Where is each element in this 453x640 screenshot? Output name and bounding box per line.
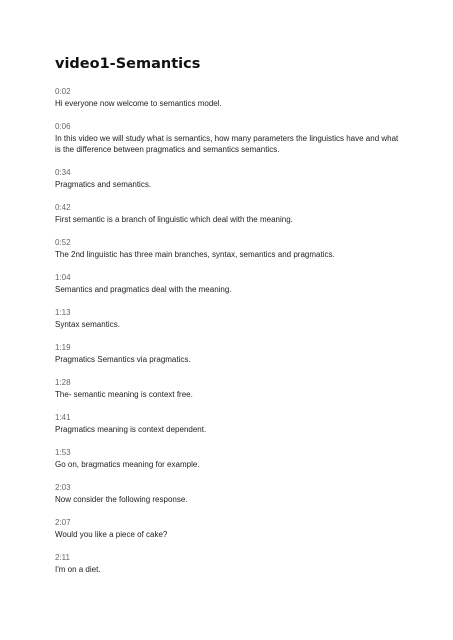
transcript-text: Would you like a piece of cake? bbox=[55, 529, 168, 539]
transcript-entry bbox=[55, 238, 400, 260]
transcript-text: Go on, bragmatics meaning for example. bbox=[55, 459, 200, 469]
transcript-entry bbox=[55, 518, 400, 540]
timestamp: 0:34 bbox=[55, 168, 71, 177]
transcript-text: Hi everyone now welcome to semantics model. bbox=[55, 98, 222, 108]
transcript-text: Now consider the following response. bbox=[55, 494, 188, 504]
timestamp: 1:04 bbox=[55, 273, 71, 282]
transcript-text: In this video we will study what is semantics, how many parameters the linguistics have and what is the difference between pragmatics and semantics semantics. bbox=[55, 133, 399, 154]
timestamp: 0:02 bbox=[55, 87, 71, 96]
timestamp: 1:41 bbox=[55, 413, 71, 422]
document-title: video1-Semantics bbox=[55, 56, 201, 72]
transcript-text: The- semantic meaning is context free. bbox=[55, 389, 193, 399]
transcript-entry bbox=[55, 553, 400, 575]
transcript-entry bbox=[55, 168, 400, 190]
transcript-entry bbox=[55, 413, 400, 435]
transcript-text: Semantics and pragmatics deal with the meaning. bbox=[55, 284, 232, 294]
timestamp: 1:28 bbox=[55, 378, 71, 387]
timestamp: 0:42 bbox=[55, 203, 71, 212]
transcript-entry bbox=[55, 122, 400, 155]
document-page bbox=[55, 55, 400, 588]
transcript-entry bbox=[55, 448, 400, 470]
timestamp: 2:03 bbox=[55, 483, 71, 492]
transcript-entry bbox=[55, 203, 400, 225]
transcript-text: Pragmatics Semantics via pragmatics. bbox=[55, 354, 191, 364]
transcript-text: First semantic is a branch of linguistic which deal with the meaning. bbox=[55, 214, 293, 224]
transcript-entry bbox=[55, 483, 400, 505]
timestamp: 1:53 bbox=[55, 448, 71, 457]
timestamp: 0:52 bbox=[55, 238, 71, 247]
transcript-text: The 2nd linguistic has three main branches, syntax, semantics and pragmatics. bbox=[55, 249, 335, 259]
transcript-text: Pragmatics meaning is context dependent. bbox=[55, 424, 207, 434]
transcript-entry bbox=[55, 378, 400, 400]
transcript-entry bbox=[55, 273, 400, 295]
timestamp: 1:13 bbox=[55, 308, 71, 317]
timestamp: 1:19 bbox=[55, 343, 71, 352]
transcript-text: I'm on a diet. bbox=[55, 564, 101, 574]
timestamp: 0:06 bbox=[55, 122, 71, 131]
transcript-entry bbox=[55, 343, 400, 365]
timestamp: 2:11 bbox=[55, 553, 70, 562]
transcript-entry bbox=[55, 87, 400, 109]
transcript-text: Pragmatics and semantics. bbox=[55, 179, 152, 189]
transcript-text: Syntax semantics. bbox=[55, 319, 120, 329]
transcript-entry bbox=[55, 308, 400, 330]
timestamp: 2:07 bbox=[55, 518, 71, 527]
